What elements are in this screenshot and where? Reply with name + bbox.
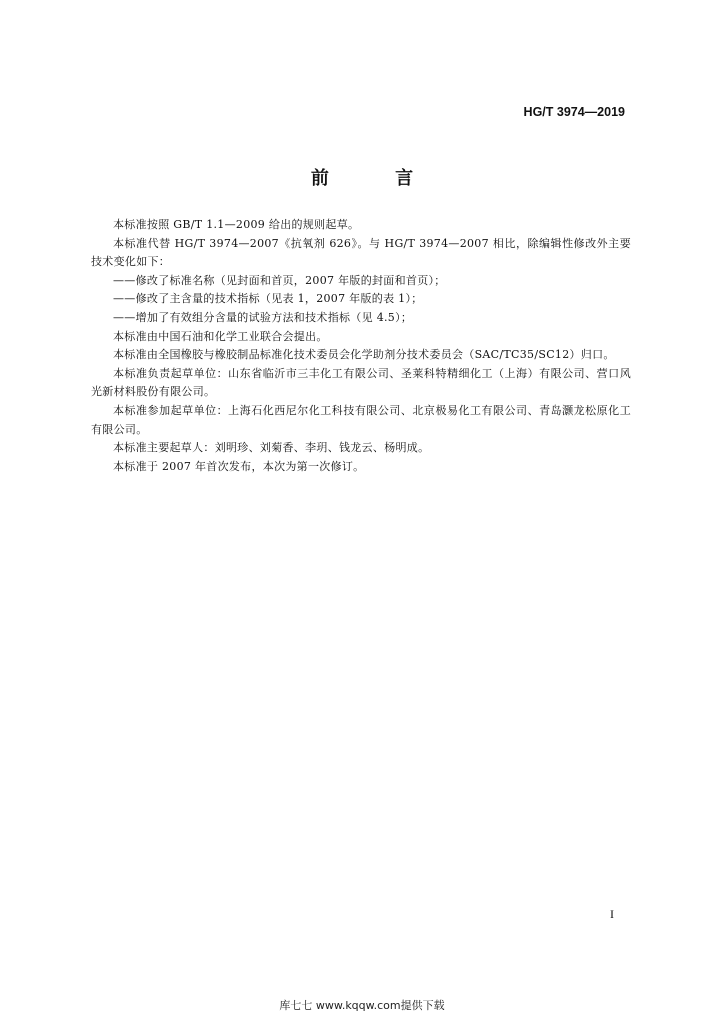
paragraph-replaces: 本标准代替 HG/T 3974—2007《抗氧剂 626》。与 HG/T 3974—2007 相比，除编辑性修改外主要技术变化如下：: [91, 236, 631, 269]
page-number: I: [610, 907, 614, 921]
paragraph-participating-drafters: 本标准参加起草单位：上海石化西尼尔化工科技有限公司、北京极易化工有限公司、青岛灏龙松原化工有限公司。: [91, 403, 631, 436]
list-item-change-1: ——修改了标准名称（见封面和首页，2007 年版的封面和首页）；: [113, 273, 446, 287]
paragraph-drafting-rules: 本标准按照 GB/T 1.1—2009 给出的规则起草。: [113, 218, 360, 231]
paragraph-administered-by: 本标准由全国橡胶与橡胶制品标准化技术委员会化学助剂分技术委员会（SAC/TC35/SC12）归口。: [113, 348, 615, 362]
list-item-change-2: ——修改了主含量的技术指标（见表 1，2007 年版的表 1）；: [113, 292, 423, 306]
foreword-body: [91, 216, 631, 476]
paragraph-lead-drafters: 本标准负责起草单位：山东省临沂市三丰化工有限公司、圣莱科特精细化工（上海）有限公司、营口风光新材料股份有限公司。: [91, 366, 631, 399]
download-watermark: 库七七 www.kqqw.com提供下载: [279, 999, 445, 1012]
list-item-change-3: ——增加了有效组分含量的试验方法和技术指标（见 4.5）；: [113, 310, 413, 324]
standard-code: HG/T 3974—2019: [523, 105, 625, 119]
paragraph-main-drafters: 本标准主要起草人：刘明珍、刘菊香、李玥、钱龙云、杨明成。: [113, 441, 430, 455]
paragraph-proposed-by: 本标准由中国石油和化学工业联合会提出。: [113, 329, 328, 343]
page-title: 前 言: [310, 168, 444, 189]
paragraph-history: 本标准于 2007 年首次发布，本次为第一次修订。: [113, 459, 365, 473]
